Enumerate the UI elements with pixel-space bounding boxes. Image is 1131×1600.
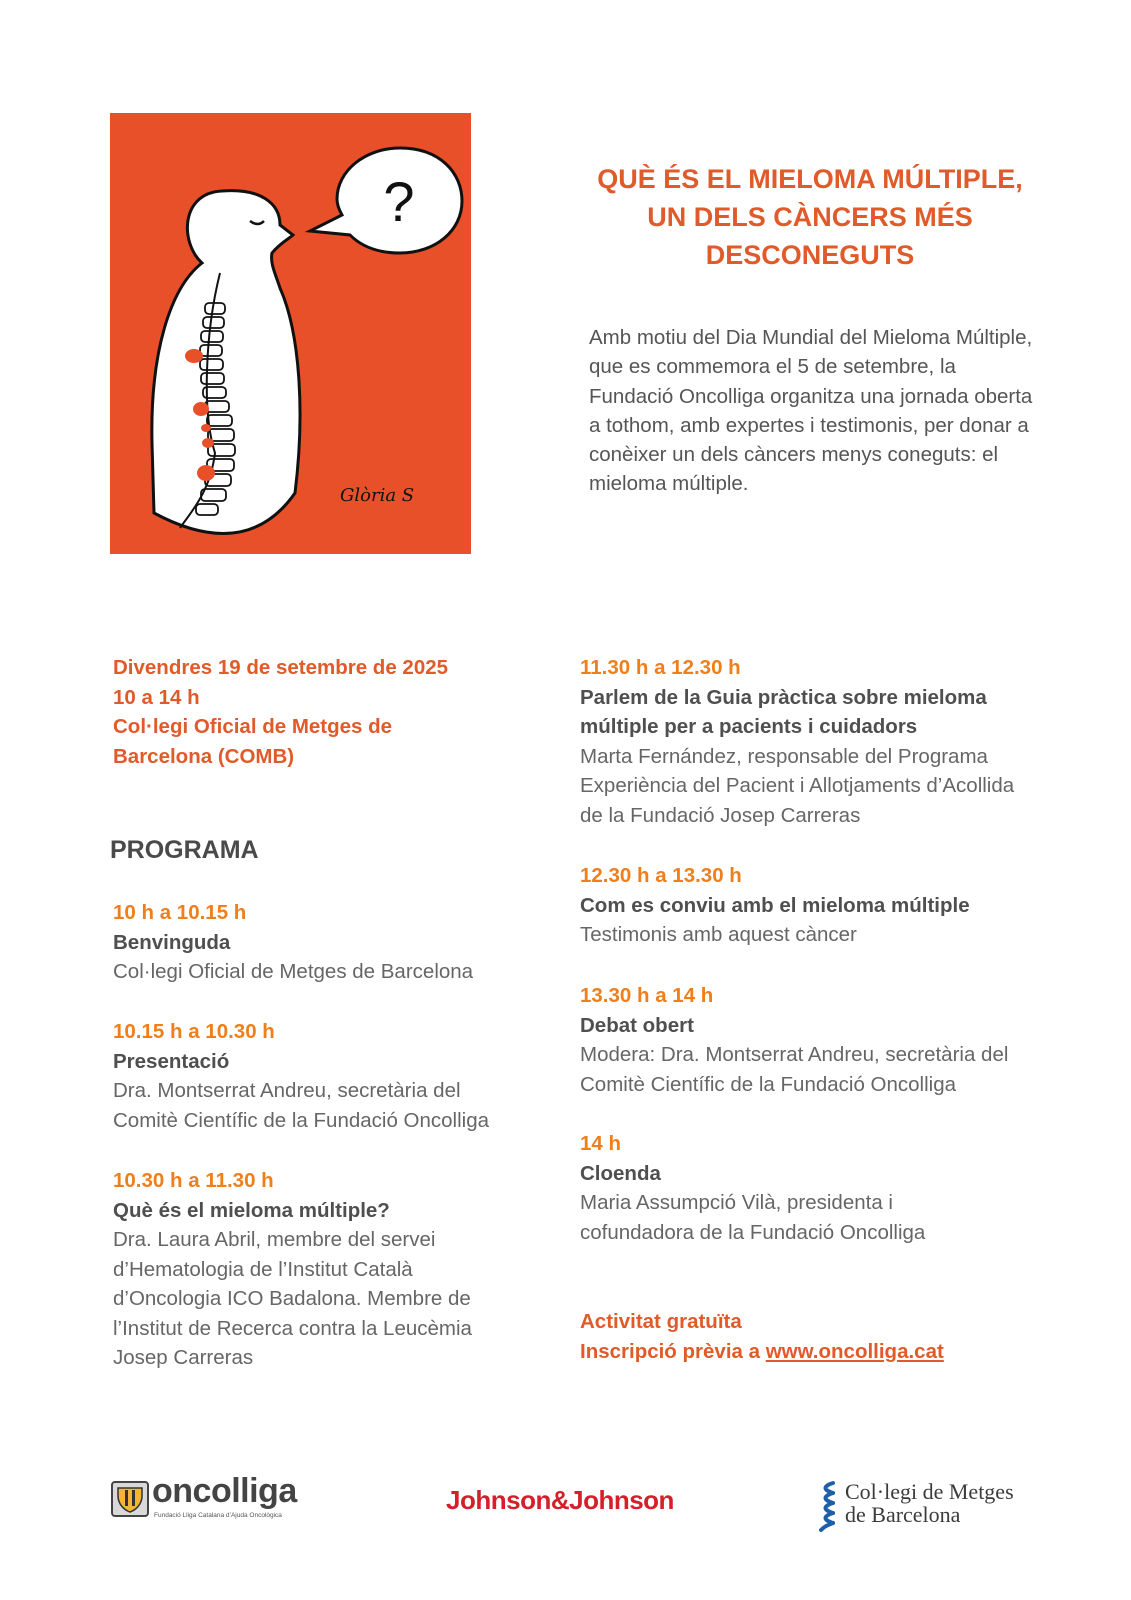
program-desc: Marta Fernández, responsable del Programa Experiència del Pacient i Allotjaments d’Acollida de la Fundació Josep Carreras xyxy=(580,744,1015,827)
footer-note xyxy=(580,1307,944,1366)
free-activity-label: Activitat gratuïta xyxy=(580,1310,742,1333)
cover-illustration xyxy=(110,113,471,554)
program-desc: Dra. Montserrat Andreu, secretària del Comitè Científic de la Fundació Oncolliga xyxy=(113,1079,490,1132)
comb-name-line1: Col·legi de Metges xyxy=(845,1479,1014,1504)
program-time: 10.30 h a 11.30 h xyxy=(113,1169,274,1192)
program-item xyxy=(113,898,533,987)
program-item xyxy=(113,1017,523,1135)
program-item xyxy=(580,861,1025,950)
program-heading-text: Benvinguda xyxy=(113,930,231,954)
program-heading-text: Parlem de la Guia pràctica sobre mieloma múltiple per a pacients i cuidadors xyxy=(580,685,987,738)
program-desc: Maria Assumpció Vilà, presidenta i cofundadora de la Fundació Oncolliga xyxy=(580,1191,926,1244)
oncolliga-tagline: Fundació Lliga Catalana d’Ajuda Oncològica xyxy=(154,1512,282,1519)
program-heading-text: Cloenda xyxy=(580,1161,661,1185)
program-item xyxy=(580,1129,980,1247)
oncolliga-logo xyxy=(110,1472,330,1528)
program-desc: Testimonis amb aquest càncer xyxy=(580,923,857,946)
comb-logo xyxy=(815,1480,1035,1535)
oncolliga-emblem-icon xyxy=(110,1478,150,1520)
comb-name xyxy=(845,1480,1014,1526)
program-heading-text: Què és el mieloma múltiple? xyxy=(113,1198,390,1222)
comb-emblem-icon xyxy=(815,1480,841,1532)
person-spine-illustration xyxy=(110,113,471,554)
event-venue: Col·legi Oficial de Metges de Barcelona (COMB) xyxy=(113,715,393,768)
program-heading-text: Com es conviu amb el mieloma múltiple xyxy=(580,893,970,917)
program-item xyxy=(580,653,1025,830)
question-mark: ? xyxy=(383,170,415,233)
event-hours: 10 a 14 h xyxy=(113,685,200,709)
oncolliga-wordmark: oncolliga xyxy=(152,1472,297,1510)
johnson-johnson-logo: Johnson&Johnson xyxy=(446,1485,674,1515)
program-time: 14 h xyxy=(580,1132,622,1155)
program-desc: Col·legi Oficial de Metges de Barcelona xyxy=(113,960,474,983)
program-time: 11.30 h a 12.30 h xyxy=(580,656,741,679)
comb-name-line2: de Barcelona xyxy=(845,1502,961,1527)
program-heading-text: Presentació xyxy=(113,1049,230,1073)
registration-link[interactable]: www.oncolliga.cat xyxy=(765,1339,944,1363)
page-title: QUÈ ÉS EL MIELOMA MÚLTIPLE, UN DELS CÀNCERS MÉS DESCONEGUTS xyxy=(597,164,1023,270)
event-date: Divendres 19 de setembre de 2025 xyxy=(113,656,449,679)
program-time: 13.30 h a 14 h xyxy=(580,984,714,1007)
program-time: 12.30 h a 13.30 h xyxy=(580,864,742,887)
program-item xyxy=(113,1166,513,1373)
program-heading: PROGRAMA xyxy=(110,836,259,864)
program-time: 10 h a 10.15 h xyxy=(113,901,247,924)
registration-prefix: Inscripció prèvia a xyxy=(580,1339,766,1363)
registration-line xyxy=(580,1337,944,1367)
intro-paragraph: Amb motiu del Dia Mundial del Mieloma Múltiple, que es commemora el 5 de setembre, la Fundació Oncolliga organitza una jornada oberta a tothom, amb expertes i testimonis, per donar a conèixer un dels càncers menys coneguts: el mieloma múltiple. xyxy=(589,326,1033,496)
illustration-signature: Glòria S xyxy=(340,485,415,506)
event-info xyxy=(113,653,533,771)
program-desc: Dra. Laura Abril, membre del servei d’Hematologia de l’Institut Català d’Oncologia ICO Badalona. Membre de l’Institut de Recerca contra la Leucèmia Josep Carreras xyxy=(113,1228,472,1369)
program-heading-text: Debat obert xyxy=(580,1013,694,1037)
program-desc: Modera: Dra. Montserrat Andreu, secretària del Comitè Científic de la Fundació Oncolliga xyxy=(580,1043,1009,1096)
program-item xyxy=(580,981,1025,1099)
program-time: 10.15 h a 10.30 h xyxy=(113,1020,275,1043)
